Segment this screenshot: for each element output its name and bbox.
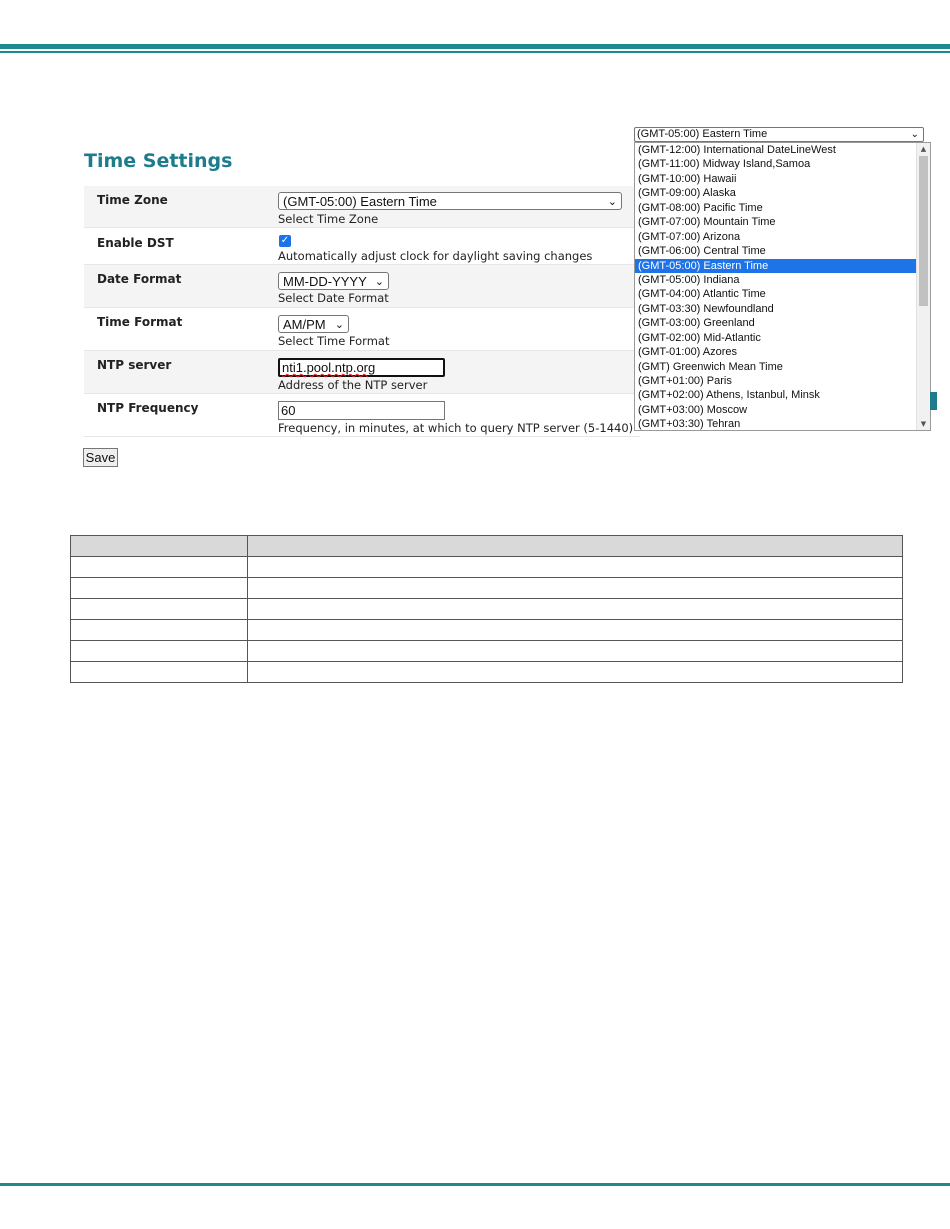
save-button[interactable]: Save bbox=[83, 448, 118, 467]
table-cell bbox=[71, 662, 248, 683]
time-zone-option[interactable]: (GMT-01:00) Azores bbox=[638, 346, 738, 359]
header-rule bbox=[0, 44, 950, 56]
table-header-cell bbox=[71, 536, 248, 557]
date-format-select-value: MM-DD-YYYY bbox=[283, 274, 367, 289]
table-row bbox=[71, 662, 903, 683]
table-cell bbox=[71, 641, 248, 662]
time-zone-option[interactable]: (GMT+03:00) Moscow bbox=[638, 403, 748, 416]
table-cell bbox=[248, 662, 903, 683]
time-zone-option[interactable]: (GMT-09:00) Alaska bbox=[638, 187, 736, 200]
table-cell bbox=[248, 599, 903, 620]
time-zone-option[interactable]: (GMT-07:00) Arizona bbox=[638, 230, 741, 243]
table-header-cell bbox=[248, 536, 903, 557]
time-zone-option[interactable]: (GMT-12:00) International DateLineWest bbox=[638, 144, 836, 156]
time-zone-option[interactable]: (GMT-05:00) Indiana bbox=[638, 273, 740, 286]
table-row bbox=[71, 620, 903, 641]
table-cell bbox=[71, 578, 248, 599]
date-format-help: Select Date Format bbox=[278, 291, 389, 305]
date-format-label: Date Format bbox=[97, 272, 182, 286]
date-format-row bbox=[84, 265, 640, 308]
header-rule-thin bbox=[0, 51, 950, 53]
time-format-help: Select Time Format bbox=[278, 334, 390, 348]
time-zone-option[interactable]: (GMT-04:00) Atlantic Time bbox=[638, 288, 766, 301]
time-settings-form bbox=[84, 186, 640, 437]
time-format-row bbox=[84, 308, 640, 351]
time-zone-option[interactable]: (GMT) Greenwich Mean Time bbox=[638, 360, 783, 373]
time-zone-dropdown-list bbox=[634, 142, 931, 431]
date-format-select[interactable] bbox=[278, 272, 389, 290]
time-zone-option[interactable]: (GMT+02:00) Athens, Istanbul, Minsk bbox=[638, 389, 820, 402]
time-zone-option-selected[interactable]: (GMT-05:00) Eastern Time bbox=[635, 259, 930, 273]
time-zone-option[interactable]: (GMT-11:00) Midway Island,Samoa bbox=[638, 158, 811, 171]
table-cell bbox=[248, 620, 903, 641]
table-cell bbox=[248, 641, 903, 662]
time-zone-dropdown-current: (GMT-05:00) Eastern Time bbox=[637, 128, 768, 140]
table-row bbox=[71, 641, 903, 662]
table-cell bbox=[71, 557, 248, 578]
ntp-server-input-value: nti1.pool.ntp.org bbox=[282, 360, 376, 375]
time-zone-option[interactable]: (GMT-06:00) Central Time bbox=[638, 245, 766, 258]
time-zone-option[interactable]: (GMT-03:00) Greenland bbox=[638, 317, 755, 330]
footer-rule bbox=[0, 1183, 950, 1186]
table-row bbox=[71, 578, 903, 599]
table-cell bbox=[248, 557, 903, 578]
ntp-server-row bbox=[84, 351, 640, 394]
time-zone-option[interactable]: (GMT+01:00) Paris bbox=[638, 375, 732, 387]
header-rule-thick bbox=[0, 44, 950, 49]
time-format-select-value: AM/PM bbox=[283, 317, 326, 332]
time-zone-option[interactable]: (GMT-02:00) Mid-Atlantic bbox=[638, 331, 761, 344]
chevron-down-icon: ⌄ bbox=[374, 276, 384, 288]
ntp-server-label: NTP server bbox=[97, 358, 172, 372]
table-row bbox=[71, 599, 903, 620]
scrollbar-thumb[interactable] bbox=[919, 156, 928, 306]
chevron-down-icon: ⌄ bbox=[334, 319, 344, 331]
enable-dst-row bbox=[84, 228, 640, 265]
time-zone-help: Select Time Zone bbox=[278, 212, 379, 226]
enable-dst-checkbox[interactable] bbox=[279, 235, 291, 247]
table-header-row bbox=[71, 536, 903, 557]
time-zone-option[interactable]: (GMT-08:00) Pacific Time bbox=[638, 201, 763, 214]
ntp-server-help: Address of the NTP server bbox=[278, 378, 428, 392]
enable-dst-label: Enable DST bbox=[97, 236, 174, 250]
ntp-frequency-label: NTP Frequency bbox=[97, 401, 199, 415]
ntp-frequency-input-value: 60 bbox=[281, 403, 296, 418]
ntp-frequency-row bbox=[84, 394, 640, 437]
dropdown-scrollbar[interactable] bbox=[916, 143, 930, 430]
checkmark-icon: ✓ bbox=[280, 235, 290, 246]
time-zone-option[interactable]: (GMT+03:30) Tehran bbox=[638, 418, 741, 431]
time-format-select[interactable] bbox=[278, 315, 349, 333]
time-zone-option[interactable]: (GMT-03:30) Newfoundland bbox=[638, 302, 774, 315]
chevron-down-icon: ⌄ bbox=[607, 196, 617, 208]
scroll-down-arrow-icon[interactable]: ▼ bbox=[920, 420, 927, 428]
table-row bbox=[71, 557, 903, 578]
background-element-edge bbox=[930, 392, 937, 410]
time-zone-dropdown-header[interactable] bbox=[634, 127, 924, 142]
enable-dst-help: Automatically adjust clock for daylight saving changes bbox=[278, 249, 593, 263]
scroll-up-arrow-icon[interactable]: ▲ bbox=[920, 145, 927, 153]
table-cell bbox=[71, 599, 248, 620]
time-zone-select-value: (GMT-05:00) Eastern Time bbox=[283, 194, 437, 209]
time-zone-option[interactable]: (GMT-07:00) Mountain Time bbox=[638, 216, 776, 229]
table-cell bbox=[248, 578, 903, 599]
empty-table bbox=[70, 535, 903, 683]
chevron-down-icon: ⌄ bbox=[910, 129, 919, 140]
time-zone-option[interactable]: (GMT-10:00) Hawaii bbox=[638, 172, 737, 185]
time-format-label: Time Format bbox=[97, 315, 183, 329]
ntp-frequency-help: Frequency, in minutes, at which to query NTP server (5-1440) bbox=[278, 421, 634, 435]
table-cell bbox=[71, 620, 248, 641]
ntp-server-input[interactable] bbox=[278, 358, 445, 377]
ntp-frequency-input[interactable] bbox=[278, 401, 445, 420]
time-zone-row bbox=[84, 186, 640, 228]
time-zone-select[interactable] bbox=[278, 192, 622, 210]
time-zone-label: Time Zone bbox=[97, 193, 168, 207]
page-title: Time Settings bbox=[84, 150, 233, 172]
